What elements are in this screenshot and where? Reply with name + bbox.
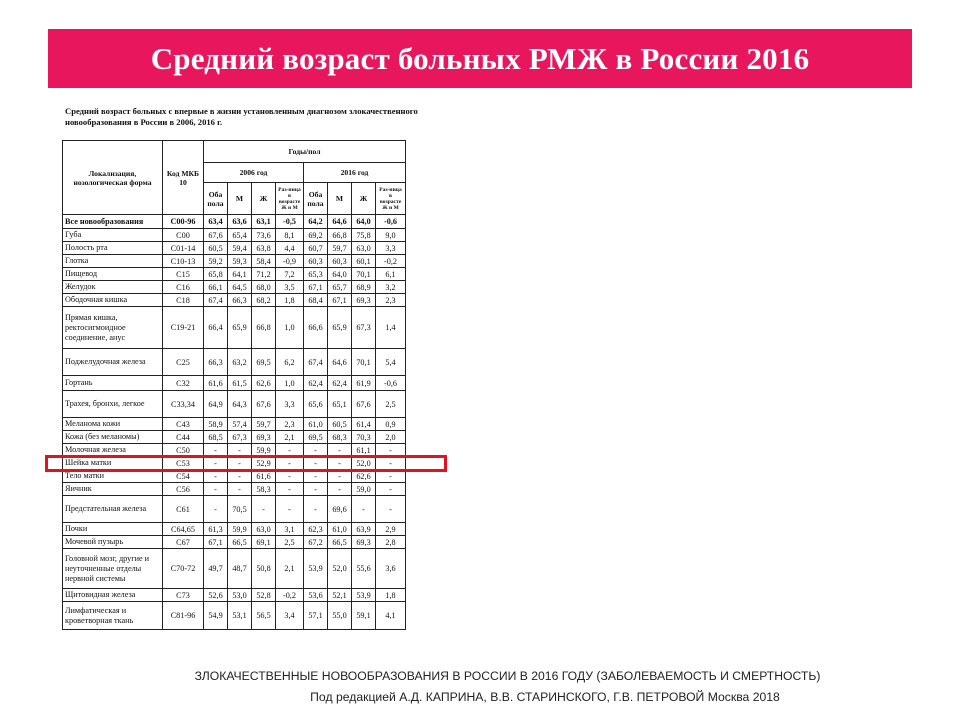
row-value: 67,3 — [352, 307, 376, 349]
row-value: - — [376, 470, 406, 483]
source-title: ЗЛОКАЧЕСТВЕННЫЕ НОВООБРАЗОВАНИЯ В РОССИИ В 2016 ГОДУ (ЗАБОЛЕВАЕМОСТЬ И СМЕРТНОСТЬ) — [194, 669, 821, 683]
row-localization: Прямая кишка, ректосигмоидное соединение, анус — [63, 307, 163, 349]
row-localization: Яичник — [63, 483, 163, 496]
row-code: C43 — [163, 418, 204, 431]
row-value: 1,0 — [276, 376, 304, 391]
row-value: 1,8 — [376, 589, 406, 602]
row-value: 67,4 — [304, 349, 328, 376]
row-value: 68,0 — [252, 281, 276, 294]
row-value: 67,1 — [204, 536, 228, 549]
row-value: 62,6 — [352, 470, 376, 483]
row-value: 61,5 — [228, 376, 252, 391]
row-value: 59,9 — [252, 444, 276, 457]
row-localization: Кожа (без меланомы) — [63, 431, 163, 444]
table-row — [63, 215, 406, 229]
header-2016: 2016 год — [304, 163, 406, 183]
row-value: 59,2 — [204, 255, 228, 268]
row-value: 61,3 — [204, 523, 228, 536]
row-value: 65,3 — [304, 268, 328, 281]
row-value: 63,6 — [228, 215, 252, 229]
row-value: 64,0 — [328, 268, 352, 281]
row-value: 64,6 — [328, 349, 352, 376]
row-value: - — [228, 483, 252, 496]
row-value: 58,3 — [252, 483, 276, 496]
row-value: 59,7 — [328, 242, 352, 255]
header-m-2016: М — [328, 183, 352, 215]
row-value: - — [352, 496, 376, 523]
row-value: 2,1 — [276, 549, 304, 589]
row-localization: Шейка матки — [63, 457, 163, 470]
row-value: 61,9 — [352, 376, 376, 391]
row-value: 63,9 — [352, 523, 376, 536]
row-value: 53,0 — [228, 589, 252, 602]
row-value: - — [276, 483, 304, 496]
row-localization: Губа — [63, 229, 163, 242]
row-localization: Тело матки — [63, 470, 163, 483]
row-code: C64,65 — [163, 523, 204, 536]
row-value: 63,0 — [252, 523, 276, 536]
row-value: 3,4 — [276, 602, 304, 630]
row-code: C16 — [163, 281, 204, 294]
row-value: 55,0 — [328, 602, 352, 630]
row-code: C01-14 — [163, 242, 204, 255]
row-value: 2,1 — [276, 431, 304, 444]
row-value: 0,9 — [376, 418, 406, 431]
row-value: -0,6 — [376, 215, 406, 229]
row-value: 49,7 — [204, 549, 228, 589]
row-value: 3,5 — [276, 281, 304, 294]
header-code: Код МКБ 10 — [163, 141, 204, 215]
row-value: 66,5 — [328, 536, 352, 549]
row-value: - — [204, 470, 228, 483]
row-value: 66,8 — [328, 229, 352, 242]
row-code: C19-21 — [163, 307, 204, 349]
row-value: - — [228, 470, 252, 483]
row-value: 68,5 — [204, 431, 228, 444]
row-value: 61,0 — [328, 523, 352, 536]
row-localization: Все новообразования — [63, 215, 163, 229]
row-value: 60,3 — [328, 255, 352, 268]
row-value: - — [328, 483, 352, 496]
row-value: 66,6 — [304, 307, 328, 349]
row-code: C56 — [163, 483, 204, 496]
row-value: 70,3 — [352, 431, 376, 444]
table-row — [63, 281, 406, 294]
title-banner — [48, 29, 912, 88]
row-value: - — [204, 496, 228, 523]
row-value: 67,6 — [204, 229, 228, 242]
row-code: C33,34 — [163, 391, 204, 418]
row-value: 48,7 — [228, 549, 252, 589]
source-editors: Под редакцией А.Д. КАПРИНА, В.В. СТАРИНСКОГО, Г.В. ПЕТРОВОЙ Москва 2018 — [310, 690, 780, 704]
row-value: 61,4 — [352, 418, 376, 431]
table-row — [63, 376, 406, 391]
row-value: 52,1 — [328, 589, 352, 602]
row-localization: Предстательная железа — [63, 496, 163, 523]
header-f-2006: Ж — [252, 183, 276, 215]
row-value: 60,3 — [304, 255, 328, 268]
header-diff-2016: Раз-ница в возрасте Ж и М — [376, 183, 406, 215]
row-value: 58,9 — [204, 418, 228, 431]
row-code: C70-72 — [163, 549, 204, 589]
row-localization: Желудок — [63, 281, 163, 294]
table-row — [63, 268, 406, 281]
row-value: 52,0 — [352, 457, 376, 470]
row-code: C54 — [163, 470, 204, 483]
row-value: 53,9 — [352, 589, 376, 602]
row-value: 1,8 — [276, 294, 304, 307]
row-value: 65,9 — [228, 307, 252, 349]
row-value: 66,5 — [228, 536, 252, 549]
row-value: 5,4 — [376, 349, 406, 376]
row-value: 2,3 — [276, 418, 304, 431]
table-row — [63, 391, 406, 418]
row-value: - — [204, 457, 228, 470]
row-value: 2,9 — [376, 523, 406, 536]
row-value: 62,3 — [304, 523, 328, 536]
row-value: 64,2 — [304, 215, 328, 229]
row-value: - — [376, 483, 406, 496]
row-value: -0,2 — [376, 255, 406, 268]
table-row — [63, 589, 406, 602]
row-value: 59,3 — [228, 255, 252, 268]
row-value: - — [276, 470, 304, 483]
table-row — [63, 431, 406, 444]
table-row — [63, 523, 406, 536]
row-value: - — [304, 470, 328, 483]
row-value: - — [328, 457, 352, 470]
row-value: 64,6 — [328, 215, 352, 229]
header-f-2016: Ж — [352, 183, 376, 215]
row-value: 70,1 — [352, 349, 376, 376]
row-value: 53,1 — [228, 602, 252, 630]
row-value: - — [328, 444, 352, 457]
row-value: 59,1 — [352, 602, 376, 630]
header-m-2006: М — [228, 183, 252, 215]
row-value: 65,6 — [304, 391, 328, 418]
header-years-sex: Годы/пол — [204, 141, 406, 163]
row-value: 66,3 — [204, 349, 228, 376]
row-value: 60,1 — [352, 255, 376, 268]
row-localization: Лимфатическая и кроветворная ткань — [63, 602, 163, 630]
row-localization: Молочная железа — [63, 444, 163, 457]
row-localization: Пищевод — [63, 268, 163, 281]
row-code: C18 — [163, 294, 204, 307]
row-value: 56,5 — [252, 602, 276, 630]
header-diff-2006: Раз-ница в возрасте Ж и М — [276, 183, 304, 215]
table-row — [63, 307, 406, 349]
row-code: C50 — [163, 444, 204, 457]
row-value: 63,2 — [228, 349, 252, 376]
row-value: 63,0 — [352, 242, 376, 255]
row-value: - — [304, 457, 328, 470]
row-value: - — [204, 483, 228, 496]
row-value: - — [304, 496, 328, 523]
table-row — [63, 536, 406, 549]
row-value: 75,8 — [352, 229, 376, 242]
row-code: C81-96 — [163, 602, 204, 630]
table-caption: Средний возраст больных с впервые в жизни установленным диагнозом злокачественного новообразования в России в 2006, 2016 г. — [65, 106, 418, 127]
row-value: 69,2 — [304, 229, 328, 242]
row-value: 6,2 — [276, 349, 304, 376]
row-value: 60,7 — [304, 242, 328, 255]
row-value: -0,9 — [276, 255, 304, 268]
table-row — [63, 418, 406, 431]
row-value: 66,4 — [204, 307, 228, 349]
row-value: - — [204, 444, 228, 457]
row-value: 67,1 — [304, 281, 328, 294]
row-value: 8,1 — [276, 229, 304, 242]
slide-title: Средний возраст больных РМЖ в России 2016 — [150, 40, 810, 76]
row-value: 63,4 — [204, 215, 228, 229]
row-code: C00 — [163, 229, 204, 242]
row-value: - — [276, 496, 304, 523]
row-localization: Полость рта — [63, 242, 163, 255]
row-value: 71,2 — [252, 268, 276, 281]
row-value: 57,1 — [304, 602, 328, 630]
row-value: 67,6 — [252, 391, 276, 418]
row-code: C67 — [163, 536, 204, 549]
row-value: 67,6 — [352, 391, 376, 418]
row-value: - — [276, 444, 304, 457]
row-value: 57,4 — [228, 418, 252, 431]
row-value: - — [252, 496, 276, 523]
row-value: 68,4 — [304, 294, 328, 307]
row-localization: Поджелудочная железа — [63, 349, 163, 376]
row-value: 69,3 — [252, 431, 276, 444]
row-value: 58,4 — [252, 255, 276, 268]
table-row — [63, 483, 406, 496]
row-value: 64,3 — [228, 391, 252, 418]
row-value: 59,9 — [228, 523, 252, 536]
row-value: 69,5 — [304, 431, 328, 444]
row-value: 65,7 — [328, 281, 352, 294]
row-value: 69,3 — [352, 536, 376, 549]
row-value: 3,6 — [376, 549, 406, 589]
row-value: 3,2 — [376, 281, 406, 294]
row-value: 66,8 — [252, 307, 276, 349]
row-value: 61,1 — [352, 444, 376, 457]
row-value: 62,6 — [252, 376, 276, 391]
row-localization: Головной мозг, другие и неуточненные отделы нервной системы — [63, 549, 163, 589]
row-value: 52,6 — [204, 589, 228, 602]
row-code: C25 — [163, 349, 204, 376]
row-value: 2,5 — [276, 536, 304, 549]
row-value: -0,2 — [276, 589, 304, 602]
row-value: 59,4 — [228, 242, 252, 255]
row-value: 70,1 — [352, 268, 376, 281]
age-table — [62, 140, 406, 630]
row-value: 62,4 — [328, 376, 352, 391]
row-value: 64,1 — [228, 268, 252, 281]
row-value: 52,0 — [328, 549, 352, 589]
row-value: 59,0 — [352, 483, 376, 496]
table-row — [63, 242, 406, 255]
row-value: 1,4 — [376, 307, 406, 349]
table-row — [63, 255, 406, 268]
table-row — [63, 602, 406, 630]
row-value: 62,4 — [304, 376, 328, 391]
row-value: 68,3 — [328, 431, 352, 444]
row-value: 67,3 — [228, 431, 252, 444]
row-value: - — [376, 457, 406, 470]
row-value: 66,1 — [204, 281, 228, 294]
row-value: 65,8 — [204, 268, 228, 281]
row-value: 52,9 — [252, 457, 276, 470]
table-row — [63, 229, 406, 242]
row-value: 61,6 — [252, 470, 276, 483]
row-value: 53,9 — [304, 549, 328, 589]
row-value: 67,1 — [328, 294, 352, 307]
header-localization: Локализация, нозологическая форма — [63, 141, 163, 215]
header-both-2016: Оба пола — [304, 183, 328, 215]
row-value: 55,6 — [352, 549, 376, 589]
row-value: 2,5 — [376, 391, 406, 418]
row-value: 60,5 — [328, 418, 352, 431]
row-value: - — [228, 457, 252, 470]
row-value: 1,0 — [276, 307, 304, 349]
row-value: 3,1 — [276, 523, 304, 536]
row-localization: Глотка — [63, 255, 163, 268]
row-value: 7,2 — [276, 268, 304, 281]
row-value: 64,5 — [228, 281, 252, 294]
row-code: C15 — [163, 268, 204, 281]
row-value: 59,7 — [252, 418, 276, 431]
row-value: 73,6 — [252, 229, 276, 242]
row-value: 2,3 — [376, 294, 406, 307]
row-value: 9,0 — [376, 229, 406, 242]
row-code: C44 — [163, 431, 204, 444]
row-value: - — [276, 457, 304, 470]
row-localization: Мочевой пузырь — [63, 536, 163, 549]
row-value: 60,5 — [204, 242, 228, 255]
table-row — [63, 294, 406, 307]
row-value: 3,3 — [376, 242, 406, 255]
row-value: 52,8 — [252, 589, 276, 602]
row-value: 68,9 — [352, 281, 376, 294]
row-value: 68,2 — [252, 294, 276, 307]
row-value: 69,6 — [328, 496, 352, 523]
row-value: -0,5 — [276, 215, 304, 229]
row-code: C73 — [163, 589, 204, 602]
row-value: 63,1 — [252, 215, 276, 229]
row-localization: Почки — [63, 523, 163, 536]
row-value: 6,1 — [376, 268, 406, 281]
breast-cancer-highlight-box — [45, 455, 447, 472]
row-code: C00-96 — [163, 215, 204, 229]
row-value: 61,6 — [204, 376, 228, 391]
row-value: - — [376, 496, 406, 523]
row-value: - — [376, 444, 406, 457]
row-value: 2,8 — [376, 536, 406, 549]
row-value: 3,3 — [276, 391, 304, 418]
row-value: 53,6 — [304, 589, 328, 602]
row-value: 4,1 — [376, 602, 406, 630]
row-value: 63,8 — [252, 242, 276, 255]
row-localization: Гортань — [63, 376, 163, 391]
row-value: 67,2 — [304, 536, 328, 549]
table-row — [63, 496, 406, 523]
row-value: 54,9 — [204, 602, 228, 630]
row-value: 65,4 — [228, 229, 252, 242]
row-value: - — [304, 444, 328, 457]
row-value: 69,5 — [252, 349, 276, 376]
row-value: 69,1 — [252, 536, 276, 549]
row-value: 69,3 — [352, 294, 376, 307]
row-value: 66,3 — [228, 294, 252, 307]
row-localization: Ободочная кишка — [63, 294, 163, 307]
row-value: 4,4 — [276, 242, 304, 255]
header-2006: 2006 год — [204, 163, 304, 183]
row-value: 61,0 — [304, 418, 328, 431]
row-code: C53 — [163, 457, 204, 470]
row-value: - — [328, 470, 352, 483]
row-value: - — [228, 444, 252, 457]
row-value: 64,0 — [352, 215, 376, 229]
row-code: C10-13 — [163, 255, 204, 268]
row-value: 65,1 — [328, 391, 352, 418]
table-row — [63, 549, 406, 589]
row-value: -0,6 — [376, 376, 406, 391]
row-value: 2,0 — [376, 431, 406, 444]
table-row — [63, 349, 406, 376]
row-value: 70,5 — [228, 496, 252, 523]
row-localization: Меланома кожи — [63, 418, 163, 431]
row-value: - — [304, 483, 328, 496]
row-localization: Трахея, бронхи, легкое — [63, 391, 163, 418]
row-code: C32 — [163, 376, 204, 391]
row-code: C61 — [163, 496, 204, 523]
header-both-2006: Оба пола — [204, 183, 228, 215]
row-value: 50,8 — [252, 549, 276, 589]
row-value: 64,9 — [204, 391, 228, 418]
row-value: 67,4 — [204, 294, 228, 307]
row-localization: Щитовидная железа — [63, 589, 163, 602]
row-value: 65,9 — [328, 307, 352, 349]
